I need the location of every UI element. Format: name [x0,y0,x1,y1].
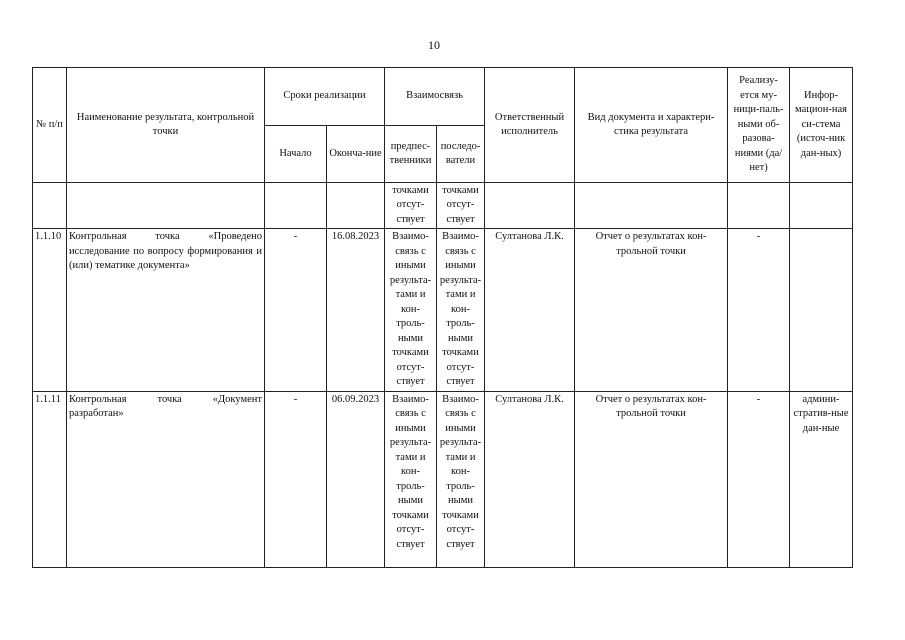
row-info: админи-стратив-ные дан-ные [790,391,853,567]
cont-pred: точками отсут-ствует [385,183,437,229]
row-doc: Отчет о результатах кон-трольной точки [575,229,728,391]
header-row-1 [33,68,853,126]
row-num: 1.1.10 [33,229,67,391]
header-doc: Вид документа и характери-стика результата [575,68,728,183]
row-doc: Отчет о результатах кон-трольной точки [575,391,728,567]
header-terms: Сроки реализации [265,68,385,126]
row-name: Контрольная точка «Документ разработан» [67,391,265,567]
page-number: 10 [428,38,440,52]
row-mun: - [728,391,790,567]
row-info [790,229,853,391]
row-pred: Взаимо-связь с иными результа-тами и кон-троль-ными точками отсут-ствует [385,229,437,391]
header-start: Начало [265,126,327,183]
header-name: Наименование результата, контрольной точки [67,68,265,183]
header-pred: предпес-твенники [385,126,437,183]
row-succ: Взаимо-связь с иными результа-тами и кон-троль-ными точками отсут-ствует [437,229,485,391]
plan-table [32,67,853,568]
row-start: - [265,391,327,567]
row-succ: Взаимо-связь с иными результа-тами и кон-троль-ными точками отсут-ствует [437,391,485,567]
header-mun: Реализу-ется му-ници-паль-ными об-разова-ниями (да/нет) [728,68,790,183]
row-end: 16.08.2023 [327,229,385,391]
row-name: Контрольная точка «Проведено исследование по вопросу формирования и (или) тематике документа» [67,229,265,391]
header-info: Инфор-мацион-ная си-стема (источ-ник дан-ных) [790,68,853,183]
row-responsible: Султанова Л.К. [485,391,575,567]
header-responsible: Ответственный исполнитель [485,68,575,183]
continuation-row [33,183,853,229]
row-mun: - [728,229,790,391]
cont-succ: точками отсут-ствует [437,183,485,229]
row-pred: Взаимо-связь с иными результа-тами и кон-троль-ными точками отсут-ствует [385,391,437,567]
row-end: 06.09.2023 [327,391,385,567]
table-row [33,391,853,567]
header-num: № п/п [33,68,67,183]
header-relation: Взаимосвязь [385,68,485,126]
table-row [33,229,853,391]
row-num: 1.1.11 [33,391,67,567]
row-responsible: Султанова Л.К. [485,229,575,391]
header-succ: последо-ватели [437,126,485,183]
header-end: Оконча-ние [327,126,385,183]
row-start: - [265,229,327,391]
